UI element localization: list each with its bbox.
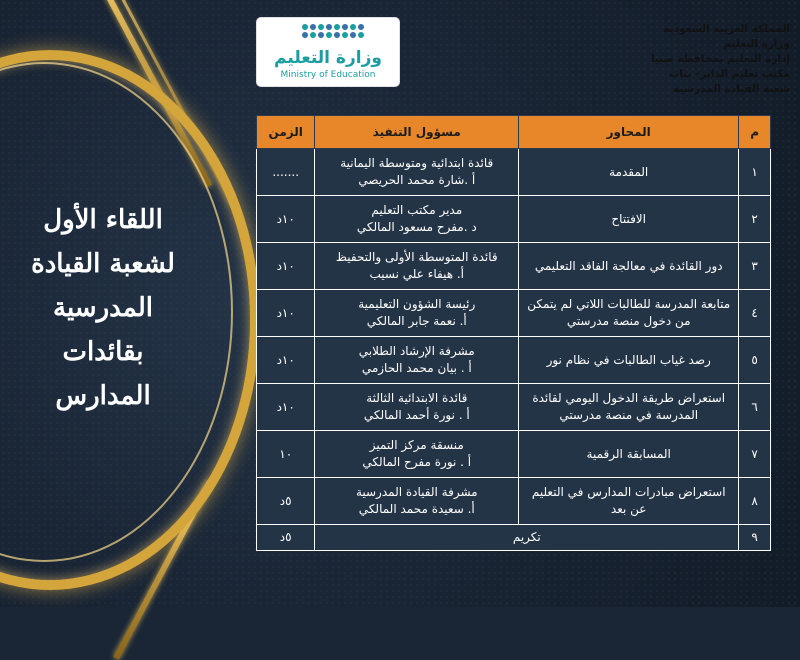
organization-header [600,22,790,97]
row-time: ١٠د [257,243,315,290]
table-header-row [257,116,771,149]
header-responsible: مسؤول التنفيذ [315,116,519,149]
row-time: ١٠د [257,196,315,243]
row-responsible: قائدة المتوسطة الأولى والتحفيظ أ. هيفاء علي نسيب [315,243,519,290]
row-axis: المقدمة [519,149,739,196]
org-line: وزارة التعليم [723,38,790,50]
table-row [257,149,771,196]
org-line: إدارة التعليم بمحافظة صبيا [651,53,790,65]
row-axis: دور القائدة في معالجة الفاقد التعليمي [519,243,739,290]
title-line: لشعبة القيادة [31,249,175,279]
table-row [257,196,771,243]
header-time: الزمن [257,116,315,149]
row-axis: استعراض مبادرات المدارس في التعليم عن بعد [519,478,739,525]
header-number: م [739,116,771,149]
row-number: ١ [739,149,771,196]
table-row [257,431,771,478]
row-number: ٧ [739,431,771,478]
table-row [257,525,771,551]
logo-arabic-text: وزارة التعليم [274,48,382,68]
row-responsible: مشرفة الإرشاد الطلابي أ . بيان محمد الحازمي [315,337,519,384]
row-honoring: تكريم [315,525,739,551]
row-axis: متابعة المدرسة للطالبات اللاتي لم يتمكن من دخول منصة مدرستي [519,290,739,337]
title-line: اللقاء الأول [43,205,163,235]
title-line: المدرسية [53,293,153,323]
row-time: ١٠د [257,337,315,384]
table-row [257,478,771,525]
row-number: ٨ [739,478,771,525]
row-time: ١٠د [257,384,315,431]
row-responsible: قائدة ابتدائية ومتوسطة اليمانية أ .شارة محمد الحريصي [315,149,519,196]
title-line: المدارس [55,381,151,411]
row-number: ٥ [739,337,771,384]
row-responsible: قائدة الابتدائية الثالثة أ . نورة أحمد المالكي [315,384,519,431]
ministry-logo [257,18,399,86]
row-time: ٥د [257,478,315,525]
table-row [257,243,771,290]
logo-dots-icon [302,24,364,38]
logo-english-text: Ministry of Education [280,70,376,80]
row-responsible: منسقة مركز التميز أ . نورة مفرح المالكي [315,431,519,478]
org-line: شعبة القيادة المدرسية [673,83,790,95]
row-number: ٤ [739,290,771,337]
org-line: مكتب تعليم الداير– بنات [668,68,790,80]
org-line: المملكة العربية السعودية [663,23,790,35]
row-number: ٢ [739,196,771,243]
row-responsible: مدير مكتب التعليم د .مفرح مسعود المالكي [315,196,519,243]
row-number: ٦ [739,384,771,431]
header-axis: المحاور [519,116,739,149]
row-number: ٣ [739,243,771,290]
agenda-table [256,115,771,551]
row-axis: استعراض طريقة الدخول اليومي لقائدة المدرسة في منصة مدرستي [519,384,739,431]
table-row [257,290,771,337]
title-line: بقائدات [62,337,144,367]
row-responsible: مشرفة القيادة المدرسية أ. سعيدة محمد المالكي [315,478,519,525]
row-axis: المسابقة الرقمية [519,431,739,478]
row-axis: رصد غياب الطالبات في نظام نور [519,337,739,384]
row-axis: الافتتاح [519,196,739,243]
row-time: ١٠ [257,431,315,478]
row-responsible: رئيسة الشؤون التعليمية أ. نعمة جابر المالكي [315,290,519,337]
row-time: ١٠د [257,290,315,337]
meeting-title [18,198,188,418]
row-time: ٥د [257,525,315,551]
table-row [257,337,771,384]
row-number: ٩ [739,525,771,551]
row-time: ....... [257,149,315,196]
table-row [257,384,771,431]
